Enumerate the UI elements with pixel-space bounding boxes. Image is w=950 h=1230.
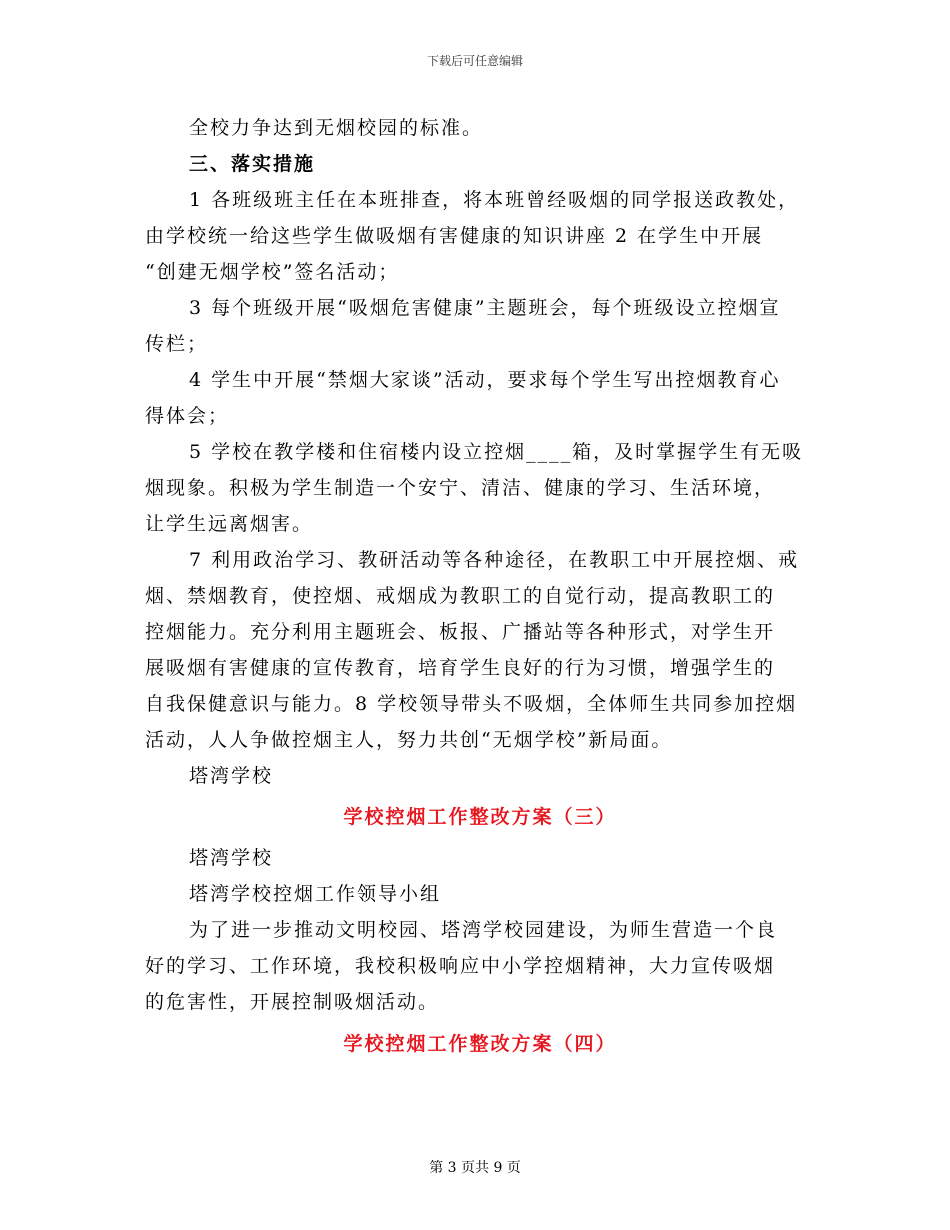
paragraph-line: 由学校统一给这些学生做吸烟有害健康的知识讲座 2 在学生中开展 — [145, 225, 764, 247]
paragraph-line: 活动，人人争做控烟主人，努力共创“无烟学校”新局面。 — [145, 729, 673, 751]
paragraph-line: 4 学生中开展“禁烟大家谈”活动，要求每个学生写出控烟教育心 — [189, 369, 781, 391]
paragraph-line: 烟、禁烟教育，使控烟、戒烟成为教职工的自觉行动，提高教职工的 — [145, 585, 776, 607]
paragraph-line: 7 利用政治学习、教研活动等各种途径，在教职工中开展控烟、戒 — [189, 549, 800, 571]
section-title-3: 学校控烟工作整改方案（三） — [343, 806, 617, 828]
signature-line: 塔湾学校 — [189, 765, 274, 787]
paragraph-line: 塔湾学校控烟工作领导小组 — [189, 883, 442, 905]
paragraph-line: 1 各班级班主任在本班排查，将本班曾经吸烟的同学报送政教处， — [189, 189, 800, 211]
paragraph-line: 为了进一步推动文明校园、塔湾学校园建设，为师生营造一个良 — [189, 919, 778, 941]
paragraph-line: 3 每个班级开展“吸烟危害健康”主题班会，每个班级设立控烟宣 — [189, 297, 781, 319]
paragraph-line: “创建无烟学校”签名活动； — [145, 261, 400, 283]
paragraph-line: 控烟能力。充分利用主题班会、板报、广播站等各种形式，对学生开 — [145, 621, 776, 643]
paragraph-line: 5 学校在教学楼和住宿楼内设立控烟____箱，及时掌握学生有无吸 — [189, 441, 804, 463]
paragraph-line: 让学生远离烟害。 — [145, 513, 314, 535]
section-heading: 三、落实措施 — [189, 153, 316, 175]
paragraph-line: 的危害性，开展控制吸烟活动。 — [145, 991, 440, 1013]
paragraph-line: 烟现象。积极为学生制造一个安宁、清洁、健康的学习、生活环境， — [145, 477, 776, 499]
paragraph-line: 得体会； — [145, 405, 230, 427]
paragraph-line: 自我保健意识与能力。8 学校领导带头不吸烟，全体师生共同参加控烟 — [145, 693, 798, 715]
page-header: 下载后可任意编辑 — [426, 54, 523, 68]
section-title-4: 学校控烟工作整改方案（四） — [343, 1033, 617, 1055]
document-body — [145, 110, 815, 1062]
paragraph-line: 塔湾学校 — [189, 847, 274, 869]
paragraph-line: 好的学习、工作环境，我校积极响应中小学控烟精神，大力宣传吸烟 — [145, 955, 776, 977]
paragraph-line: 全校力争达到无烟校园的标准。 — [189, 117, 484, 139]
paragraph-line: 传栏； — [145, 333, 209, 355]
paragraph-line: 展吸烟有害健康的宣传教育，培育学生良好的行为习惯，增强学生的 — [145, 657, 776, 679]
page-footer: 第 3 页共 9 页 — [429, 1160, 521, 1176]
